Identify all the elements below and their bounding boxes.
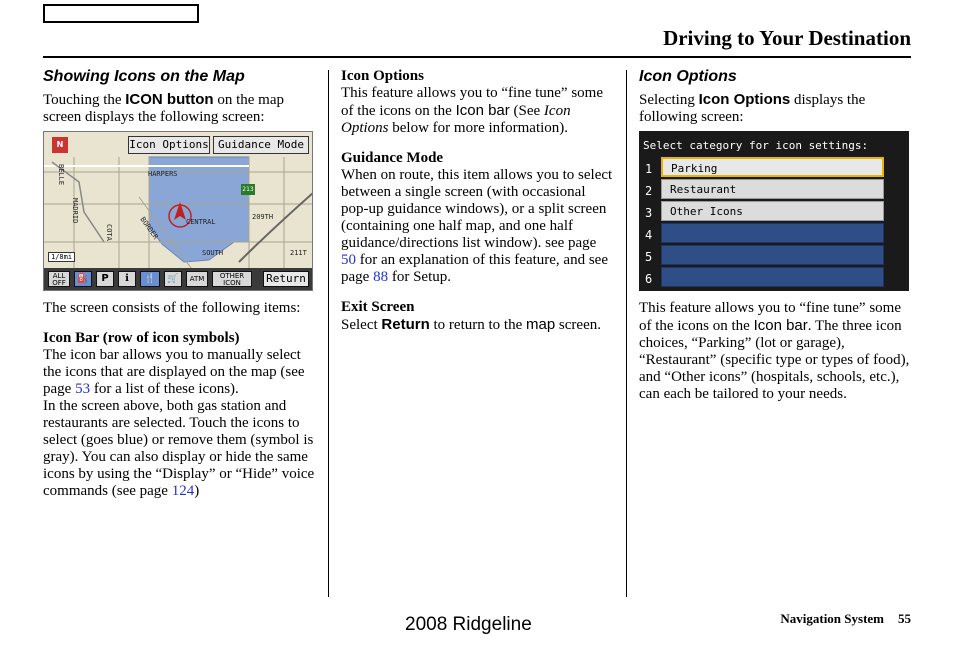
icon-options-term: Icon Options: [698, 91, 791, 108]
intro-paragraph: Touching the ICON button on the map screen displays the following screen:: [43, 91, 284, 125]
empty-option-slot: [661, 267, 884, 287]
empty-option-slot: [661, 245, 884, 265]
empty-option-slot: [661, 223, 884, 243]
parking-option-button[interactable]: Parking: [661, 157, 884, 177]
row-number: 2: [645, 184, 653, 198]
column-1: [43, 68, 318, 500]
section-heading-showing-icons: Showing Icons on the Map: [43, 68, 245, 85]
icon-bar-term: Icon bar: [753, 317, 808, 334]
gas-station-icon[interactable]: ⛽: [74, 271, 92, 287]
street-label: BORDER: [138, 215, 160, 241]
atm-icon[interactable]: ATM: [186, 271, 208, 287]
row-number: 4: [645, 228, 653, 242]
icon-bar-term: Icon bar: [455, 102, 510, 119]
street-label: SOUTH: [202, 249, 224, 257]
page-link-53[interactable]: 53: [75, 381, 91, 397]
footer-section-name: Navigation System: [780, 611, 884, 626]
header-tab-box: [43, 4, 199, 23]
all-off-icon[interactable]: ALL OFF: [48, 271, 70, 287]
icon-bar-paragraph-2: In the screen above, both gas station and restaurants are selected. Touch the icons to select (goes blue) or remove them (symbol is gray). You can also display or hide the same icons by using the “Display” or “Hide” voice commands (see page 124): [43, 398, 315, 499]
street-label: 211T: [290, 249, 307, 257]
page-link-88[interactable]: 88: [373, 269, 389, 285]
exit-screen-paragraph: Select Return to return to the map screen.: [341, 316, 601, 333]
guidance-mode-heading: Guidance Mode: [341, 150, 444, 166]
row-number: 1: [645, 162, 653, 176]
restaurant-option-button[interactable]: Restaurant: [661, 179, 884, 199]
return-map-button[interactable]: Return: [263, 271, 309, 287]
return-term: Return: [381, 316, 430, 333]
compass-icon: N: [52, 137, 68, 153]
icon-bar-heading: Icon Bar (row of icon symbols): [43, 330, 240, 346]
row-number: 3: [645, 206, 653, 220]
page-number: 55: [898, 611, 911, 626]
footer-model-name: 2008 Ridgeline: [405, 614, 532, 635]
shopping-icon[interactable]: 🛒: [164, 271, 182, 287]
consists-paragraph: The screen consists of the following items:: [43, 300, 301, 316]
street-label: BELLE: [57, 164, 65, 186]
exit-screen-heading: Exit Screen: [341, 299, 415, 315]
header-rule: [43, 56, 911, 58]
icon-bar: [44, 268, 312, 290]
column-divider: [626, 70, 627, 597]
scale-indicator: 1/8mi: [48, 252, 75, 262]
parking-icon[interactable]: P: [96, 271, 114, 287]
column-2: [341, 68, 613, 334]
map-term: map: [525, 316, 556, 333]
street-label: CENTRAL: [186, 218, 216, 226]
fine-tune-paragraph: This feature allows you to “fine tune” some of the icons on the Icon bar. The three icon choices, “Parking” (lot or garage), “Restaurant” (specific type or types of food), and “Other icons” (hospitals, schools, etc.), can each be tailored to your needs.: [639, 300, 910, 402]
page-link-124[interactable]: 124: [171, 483, 195, 499]
icon-options-paragraph: This feature allows you to “fine tune” some of the icons on the Icon bar (See Icon Options below for more information).: [341, 85, 604, 136]
guidance-mode-map-button[interactable]: Guidance Mode: [213, 136, 309, 154]
street-label: MADRID: [71, 198, 79, 224]
row-number: 5: [645, 250, 653, 264]
options-screen-title: Select category for icon settings:: [643, 139, 869, 152]
other-icon-button[interactable]: OTHER ICON: [212, 271, 252, 287]
street-label: 209TH: [252, 213, 274, 221]
column-divider: [328, 70, 329, 597]
section-heading-icon-options: Icon Options: [639, 68, 737, 85]
icon-bar-paragraph: The icon bar allows you to manually select the icons that are displayed on the map (see page 53 for a list of these icons).: [43, 347, 305, 397]
selecting-paragraph: Selecting Icon Options displays the following screen:: [639, 91, 866, 125]
icon-options-map-button[interactable]: Icon Options: [128, 136, 210, 154]
restaurant-icon[interactable]: 🍴: [140, 271, 160, 287]
route-shield-icon: 213: [242, 186, 254, 193]
street-label: COTA: [105, 224, 113, 241]
icon-button-term: ICON button: [125, 91, 214, 108]
icon-options-heading: Icon Options: [341, 68, 424, 84]
page-title: Driving to Your Destination: [663, 26, 911, 50]
guidance-mode-paragraph: When on route, this item allows you to select between a single screen (with occasional pop-up guidance windows), or a split screen (containing one half map, and one half guidance/directions list window). see page 50 for an explanation of this feature, and see page 88 for Setup.: [341, 167, 613, 285]
page-link-50[interactable]: 50: [341, 252, 356, 268]
street-label: HARPERS: [148, 170, 178, 178]
other-icons-option-button[interactable]: Other Icons: [661, 201, 884, 221]
info-icon[interactable]: ℹ: [118, 271, 136, 287]
icon-options-screen-image: [639, 131, 909, 291]
column-3: [639, 68, 911, 403]
row-number: 6: [645, 272, 653, 286]
map-screen-image: [43, 131, 313, 291]
footer-navigation: [780, 611, 911, 627]
